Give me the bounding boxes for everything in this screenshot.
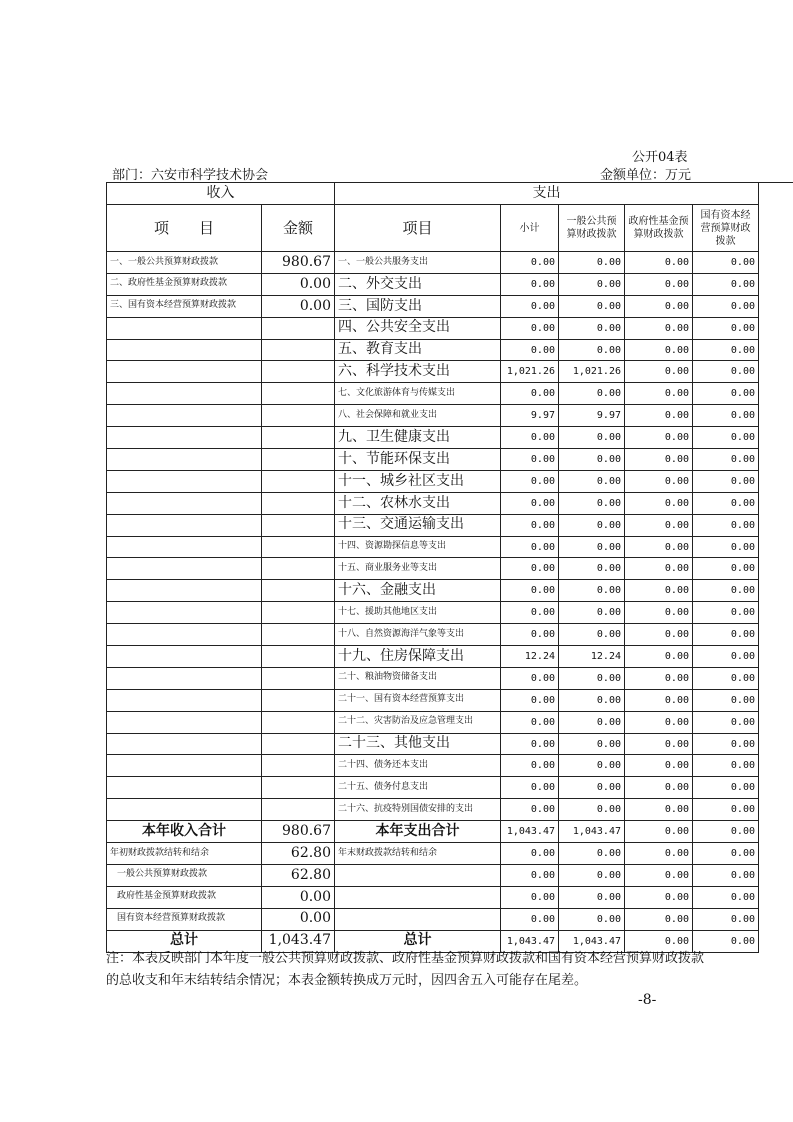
table-row bbox=[107, 536, 759, 558]
income-item-cell bbox=[107, 689, 262, 711]
table-row bbox=[107, 295, 759, 317]
form-number: 公开04表 bbox=[632, 150, 688, 165]
expense-fund-cell: 0.00 bbox=[625, 558, 693, 580]
expense-item-cell: 三、国防支出 bbox=[335, 295, 501, 317]
year-income-total-amount: 980.67 bbox=[262, 821, 335, 843]
year-expense-total-general: 1,043.47 bbox=[559, 821, 625, 843]
expense-soe-cell: 0.00 bbox=[693, 558, 759, 580]
expense-soe-cell: 0.00 bbox=[693, 580, 759, 602]
income-amount-cell bbox=[262, 755, 335, 777]
table-row bbox=[107, 405, 759, 427]
income-amount-cell bbox=[262, 799, 335, 821]
col-soe: 国有资本经营预算财政拨款 bbox=[693, 205, 759, 252]
expense-soe-cell: 0.00 bbox=[693, 602, 759, 624]
income-amount-cell bbox=[262, 711, 335, 733]
carry-expense-soe: 0.00 bbox=[693, 886, 759, 908]
income-amount-cell bbox=[262, 405, 335, 427]
expense-soe-cell: 0.00 bbox=[693, 339, 759, 361]
table-row bbox=[107, 689, 759, 711]
table-row bbox=[107, 252, 759, 274]
expense-fund-cell: 0.00 bbox=[625, 449, 693, 471]
expense-subtotal-cell: 0.00 bbox=[501, 449, 559, 471]
income-item-cell bbox=[107, 536, 262, 558]
income-amount-cell bbox=[262, 536, 335, 558]
year-income-total-label: 本年收入合计 bbox=[107, 821, 262, 843]
carry-income-label: 国有资本经营预算财政拨款 bbox=[107, 908, 262, 930]
income-amount-cell bbox=[262, 339, 335, 361]
carry-row bbox=[107, 843, 759, 865]
income-item-cell bbox=[107, 405, 262, 427]
expense-subtotal-cell: 0.00 bbox=[501, 514, 559, 536]
carry-row bbox=[107, 908, 759, 930]
expense-item-cell: 十八、自然资源海洋气象等支出 bbox=[335, 624, 501, 646]
expense-fund-cell: 0.00 bbox=[625, 317, 693, 339]
expense-item-cell: 十、节能环保支出 bbox=[335, 449, 501, 471]
carry-expense-fund: 0.00 bbox=[625, 908, 693, 930]
expense-soe-cell: 0.00 bbox=[693, 449, 759, 471]
page-number: -8- bbox=[638, 992, 657, 1008]
expense-item-cell: 四、公共安全支出 bbox=[335, 317, 501, 339]
expense-general-cell: 0.00 bbox=[559, 689, 625, 711]
table-row bbox=[107, 514, 759, 536]
expense-subtotal-cell: 0.00 bbox=[501, 536, 559, 558]
year-expense-total-soe: 0.00 bbox=[693, 821, 759, 843]
expense-soe-cell: 0.00 bbox=[693, 295, 759, 317]
expense-item-cell: 十五、商业服务业等支出 bbox=[335, 558, 501, 580]
income-amount-cell bbox=[262, 361, 335, 383]
expense-subtotal-cell: 0.00 bbox=[501, 252, 559, 274]
income-item-cell bbox=[107, 799, 262, 821]
expense-fund-cell: 0.00 bbox=[625, 383, 693, 405]
expense-general-cell: 0.00 bbox=[559, 755, 625, 777]
income-amount-cell bbox=[262, 777, 335, 799]
income-item-cell bbox=[107, 777, 262, 799]
expense-item-cell: 二十四、债务还本支出 bbox=[335, 755, 501, 777]
carry-expense-soe: 0.00 bbox=[693, 864, 759, 886]
expense-general-cell: 0.00 bbox=[559, 799, 625, 821]
expense-general-cell: 0.00 bbox=[559, 339, 625, 361]
income-amount-cell bbox=[262, 317, 335, 339]
income-item-cell bbox=[107, 624, 262, 646]
expense-fund-cell: 0.00 bbox=[625, 492, 693, 514]
expense-fund-cell: 0.00 bbox=[625, 427, 693, 449]
expense-subtotal-cell: 1,021.26 bbox=[501, 361, 559, 383]
income-item-cell bbox=[107, 514, 262, 536]
table-row bbox=[107, 383, 759, 405]
expense-subtotal-cell: 0.00 bbox=[501, 558, 559, 580]
expense-fund-cell: 0.00 bbox=[625, 755, 693, 777]
table-row bbox=[107, 646, 759, 668]
income-amount-cell bbox=[262, 492, 335, 514]
expense-fund-cell: 0.00 bbox=[625, 646, 693, 668]
expense-fund-cell: 0.00 bbox=[625, 667, 693, 689]
table-row bbox=[107, 317, 759, 339]
expense-general-cell: 0.00 bbox=[559, 492, 625, 514]
expense-item-cell: 一、一般公共服务支出 bbox=[335, 252, 501, 274]
expense-subtotal-cell: 0.00 bbox=[501, 317, 559, 339]
expense-item-cell: 二、外交支出 bbox=[335, 273, 501, 295]
income-amount-cell bbox=[262, 580, 335, 602]
income-amount-cell bbox=[262, 449, 335, 471]
expense-item-cell: 九、卫生健康支出 bbox=[335, 427, 501, 449]
expense-general-cell: 0.00 bbox=[559, 602, 625, 624]
income-amount-cell: 0.00 bbox=[262, 295, 335, 317]
table-row bbox=[107, 361, 759, 383]
expense-item-cell: 十一、城乡社区支出 bbox=[335, 470, 501, 492]
expense-item-cell: 十四、资源勘探信息等支出 bbox=[335, 536, 501, 558]
expense-fund-cell: 0.00 bbox=[625, 273, 693, 295]
col-fund: 政府性基金预算财政拨款 bbox=[625, 205, 693, 252]
expense-soe-cell: 0.00 bbox=[693, 317, 759, 339]
expense-soe-cell: 0.00 bbox=[693, 667, 759, 689]
expense-general-cell: 0.00 bbox=[559, 317, 625, 339]
income-amount-cell bbox=[262, 383, 335, 405]
expense-item-cell: 五、教育支出 bbox=[335, 339, 501, 361]
expense-item-cell: 七、文化旅游体育与传媒支出 bbox=[335, 383, 501, 405]
income-amount-cell: 0.00 bbox=[262, 273, 335, 295]
table-row bbox=[107, 427, 759, 449]
expense-subtotal-cell: 0.00 bbox=[501, 427, 559, 449]
expense-general-cell: 0.00 bbox=[559, 383, 625, 405]
carry-income-label: 一般公共预算财政拨款 bbox=[107, 864, 262, 886]
col-item: 项 目 bbox=[107, 205, 262, 252]
carry-income-amount: 62.80 bbox=[262, 864, 335, 886]
expense-subtotal-cell: 0.00 bbox=[501, 624, 559, 646]
table-row bbox=[107, 558, 759, 580]
income-amount-cell bbox=[262, 427, 335, 449]
carry-expense-label bbox=[335, 908, 501, 930]
expense-soe-cell: 0.00 bbox=[693, 536, 759, 558]
income-amount-cell bbox=[262, 646, 335, 668]
income-item-cell: 二、政府性基金预算财政拨款 bbox=[107, 273, 262, 295]
header-rule bbox=[758, 182, 793, 183]
expense-soe-cell: 0.00 bbox=[693, 273, 759, 295]
table-row bbox=[107, 624, 759, 646]
income-item-cell bbox=[107, 580, 262, 602]
expense-soe-cell: 0.00 bbox=[693, 711, 759, 733]
expense-general-cell: 9.97 bbox=[559, 405, 625, 427]
expense-general-cell: 0.00 bbox=[559, 777, 625, 799]
income-item-cell bbox=[107, 711, 262, 733]
table-row bbox=[107, 449, 759, 471]
expense-soe-cell: 0.00 bbox=[693, 252, 759, 274]
expense-soe-cell: 0.00 bbox=[693, 361, 759, 383]
col-subtotal: 小计 bbox=[501, 205, 559, 252]
table-row bbox=[107, 777, 759, 799]
expense-general-cell: 0.00 bbox=[559, 449, 625, 471]
expense-fund-cell: 0.00 bbox=[625, 514, 693, 536]
carry-income-amount: 0.00 bbox=[262, 886, 335, 908]
grand-expense-total-subtotal: 1,043.47 bbox=[501, 930, 559, 952]
expense-fund-cell: 0.00 bbox=[625, 711, 693, 733]
carry-expense-soe: 0.00 bbox=[693, 908, 759, 930]
expense-fund-cell: 0.00 bbox=[625, 339, 693, 361]
expense-subtotal-cell: 0.00 bbox=[501, 492, 559, 514]
expense-fund-cell: 0.00 bbox=[625, 361, 693, 383]
expense-general-cell: 0.00 bbox=[559, 558, 625, 580]
expense-item-cell: 二十六、抗疫特别国债安排的支出 bbox=[335, 799, 501, 821]
year-expense-total-subtotal: 1,043.47 bbox=[501, 821, 559, 843]
expense-soe-cell: 0.00 bbox=[693, 646, 759, 668]
income-amount-cell bbox=[262, 602, 335, 624]
expense-subtotal-cell: 9.97 bbox=[501, 405, 559, 427]
table-row bbox=[107, 273, 759, 295]
expense-general-cell: 0.00 bbox=[559, 733, 625, 755]
carry-expense-fund: 0.00 bbox=[625, 886, 693, 908]
table-row bbox=[107, 602, 759, 624]
expense-item-cell: 十三、交通运输支出 bbox=[335, 514, 501, 536]
grand-expense-total-fund: 0.00 bbox=[625, 930, 693, 952]
expense-subtotal-cell: 0.00 bbox=[501, 777, 559, 799]
expense-general-cell: 0.00 bbox=[559, 624, 625, 646]
expense-soe-cell: 0.00 bbox=[693, 383, 759, 405]
table-row bbox=[107, 799, 759, 821]
expense-soe-cell: 0.00 bbox=[693, 492, 759, 514]
expense-fund-cell: 0.00 bbox=[625, 252, 693, 274]
carry-expense-label bbox=[335, 864, 501, 886]
carry-expense-label bbox=[335, 886, 501, 908]
expense-general-cell: 0.00 bbox=[559, 252, 625, 274]
income-item-cell bbox=[107, 602, 262, 624]
expense-item-cell: 十九、住房保障支出 bbox=[335, 646, 501, 668]
income-header: 收入 bbox=[107, 183, 335, 205]
table-row bbox=[107, 667, 759, 689]
expense-soe-cell: 0.00 bbox=[693, 427, 759, 449]
expense-fund-cell: 0.00 bbox=[625, 295, 693, 317]
footnote: 注：本表反映部门本年度一般公共预算财政拨款、政府性基金预算财政拨款和国有资本经营预算财政拨款的总收支和年末结转结余情况；本表金额转换成万元时，因四舍五入可能存在尾差。 bbox=[106, 951, 705, 988]
expense-item-cell: 二十五、债务付息支出 bbox=[335, 777, 501, 799]
carry-expense-subtotal: 0.00 bbox=[501, 908, 559, 930]
expense-general-cell: 0.00 bbox=[559, 514, 625, 536]
expense-item-cell: 六、科学技术支出 bbox=[335, 361, 501, 383]
expense-fund-cell: 0.00 bbox=[625, 536, 693, 558]
income-item-cell bbox=[107, 755, 262, 777]
carry-expense-general: 0.00 bbox=[559, 843, 625, 865]
expense-soe-cell: 0.00 bbox=[693, 733, 759, 755]
expense-subtotal-cell: 0.00 bbox=[501, 689, 559, 711]
expense-subtotal-cell: 0.00 bbox=[501, 580, 559, 602]
carry-expense-general: 0.00 bbox=[559, 886, 625, 908]
income-amount-cell: 980.67 bbox=[262, 252, 335, 274]
carry-expense-soe: 0.00 bbox=[693, 843, 759, 865]
income-item-cell bbox=[107, 667, 262, 689]
income-amount-cell bbox=[262, 667, 335, 689]
expense-item-cell: 八、社会保障和就业支出 bbox=[335, 405, 501, 427]
expense-general-cell: 0.00 bbox=[559, 427, 625, 449]
carry-expense-subtotal: 0.00 bbox=[501, 886, 559, 908]
expense-fund-cell: 0.00 bbox=[625, 580, 693, 602]
expense-fund-cell: 0.00 bbox=[625, 799, 693, 821]
table-column-header bbox=[107, 205, 759, 252]
expense-fund-cell: 0.00 bbox=[625, 733, 693, 755]
income-item-cell bbox=[107, 361, 262, 383]
table-group-header bbox=[107, 183, 759, 205]
expense-soe-cell: 0.00 bbox=[693, 755, 759, 777]
carry-expense-general: 0.00 bbox=[559, 864, 625, 886]
expense-general-cell: 0.00 bbox=[559, 273, 625, 295]
expense-header: 支出 bbox=[335, 183, 759, 205]
expense-item-cell: 二十一、国有资本经营预算支出 bbox=[335, 689, 501, 711]
expense-subtotal-cell: 0.00 bbox=[501, 602, 559, 624]
expense-soe-cell: 0.00 bbox=[693, 470, 759, 492]
expense-general-cell: 0.00 bbox=[559, 580, 625, 602]
income-amount-cell bbox=[262, 733, 335, 755]
expense-general-cell: 1,021.26 bbox=[559, 361, 625, 383]
income-item-cell bbox=[107, 558, 262, 580]
year-expense-total-fund: 0.00 bbox=[625, 821, 693, 843]
carry-expense-fund: 0.00 bbox=[625, 864, 693, 886]
expense-soe-cell: 0.00 bbox=[693, 624, 759, 646]
expense-subtotal-cell: 12.24 bbox=[501, 646, 559, 668]
income-item-cell: 一、一般公共预算财政拨款 bbox=[107, 252, 262, 274]
expense-general-cell: 12.24 bbox=[559, 646, 625, 668]
table-row bbox=[107, 492, 759, 514]
expense-item-cell: 二十二、灾害防治及应急管理支出 bbox=[335, 711, 501, 733]
expense-fund-cell: 0.00 bbox=[625, 470, 693, 492]
expense-fund-cell: 0.00 bbox=[625, 689, 693, 711]
income-amount-cell bbox=[262, 470, 335, 492]
income-item-cell bbox=[107, 449, 262, 471]
expense-subtotal-cell: 0.00 bbox=[501, 755, 559, 777]
grand-expense-total-general: 1,043.47 bbox=[559, 930, 625, 952]
table-row bbox=[107, 711, 759, 733]
income-item-cell bbox=[107, 470, 262, 492]
department-label: 部门：六安市科学技术协会 bbox=[112, 168, 269, 183]
income-item-cell bbox=[107, 339, 262, 361]
income-item-cell bbox=[107, 646, 262, 668]
expense-general-cell: 0.00 bbox=[559, 295, 625, 317]
table-row bbox=[107, 733, 759, 755]
expense-subtotal-cell: 0.00 bbox=[501, 339, 559, 361]
income-amount-cell bbox=[262, 624, 335, 646]
income-item-cell bbox=[107, 317, 262, 339]
expense-subtotal-cell: 0.00 bbox=[501, 383, 559, 405]
expense-soe-cell: 0.00 bbox=[693, 777, 759, 799]
carry-expense-subtotal: 0.00 bbox=[501, 864, 559, 886]
carry-income-amount: 0.00 bbox=[262, 908, 335, 930]
grand-income-total-label: 总计 bbox=[107, 930, 262, 952]
carry-row bbox=[107, 886, 759, 908]
income-item-cell bbox=[107, 383, 262, 405]
expense-item-cell: 十二、农林水支出 bbox=[335, 492, 501, 514]
expense-soe-cell: 0.00 bbox=[693, 405, 759, 427]
expense-subtotal-cell: 0.00 bbox=[501, 470, 559, 492]
expense-soe-cell: 0.00 bbox=[693, 689, 759, 711]
expense-item-cell: 二十、粮油物资储备支出 bbox=[335, 667, 501, 689]
income-amount-cell bbox=[262, 558, 335, 580]
expense-item-cell: 二十三、其他支出 bbox=[335, 733, 501, 755]
expense-item-cell: 十七、援助其他地区支出 bbox=[335, 602, 501, 624]
expense-fund-cell: 0.00 bbox=[625, 602, 693, 624]
income-item-cell: 三、国有资本经营预算财政拨款 bbox=[107, 295, 262, 317]
carry-income-label: 政府性基金预算财政拨款 bbox=[107, 886, 262, 908]
carry-income-label: 年初财政拨款结转和结余 bbox=[107, 843, 262, 865]
carry-expense-general: 0.00 bbox=[559, 908, 625, 930]
expense-subtotal-cell: 0.00 bbox=[501, 733, 559, 755]
col-exp-item: 项目 bbox=[335, 205, 501, 252]
expense-fund-cell: 0.00 bbox=[625, 624, 693, 646]
income-amount-cell bbox=[262, 514, 335, 536]
col-general: 一般公共预算财政拨款 bbox=[559, 205, 625, 252]
table-row bbox=[107, 755, 759, 777]
carry-row bbox=[107, 864, 759, 886]
col-amount: 金额 bbox=[262, 205, 335, 252]
expense-subtotal-cell: 0.00 bbox=[501, 667, 559, 689]
expense-subtotal-cell: 0.00 bbox=[501, 711, 559, 733]
expense-subtotal-cell: 0.00 bbox=[501, 799, 559, 821]
carry-income-amount: 62.80 bbox=[262, 843, 335, 865]
expense-fund-cell: 0.00 bbox=[625, 405, 693, 427]
expense-item-cell: 十六、金融支出 bbox=[335, 580, 501, 602]
year-expense-total-label: 本年支出合计 bbox=[335, 821, 501, 843]
expense-soe-cell: 0.00 bbox=[693, 799, 759, 821]
grand-income-total-amount: 1,043.47 bbox=[262, 930, 335, 952]
expense-general-cell: 0.00 bbox=[559, 667, 625, 689]
expense-subtotal-cell: 0.00 bbox=[501, 295, 559, 317]
unit-label: 金额单位：万元 bbox=[600, 168, 692, 183]
expense-subtotal-cell: 0.00 bbox=[501, 273, 559, 295]
carry-expense-subtotal: 0.00 bbox=[501, 843, 559, 865]
income-item-cell bbox=[107, 427, 262, 449]
carry-expense-label: 年末财政拨款结转和结余 bbox=[335, 843, 501, 865]
table-row bbox=[107, 580, 759, 602]
expense-fund-cell: 0.00 bbox=[625, 777, 693, 799]
expense-soe-cell: 0.00 bbox=[693, 514, 759, 536]
table-row bbox=[107, 470, 759, 492]
expense-general-cell: 0.00 bbox=[559, 470, 625, 492]
fiscal-summary-table bbox=[106, 182, 759, 953]
grand-expense-total-soe: 0.00 bbox=[693, 930, 759, 952]
grand-expense-total-label: 总计 bbox=[335, 930, 501, 952]
income-item-cell bbox=[107, 733, 262, 755]
income-item-cell bbox=[107, 492, 262, 514]
expense-general-cell: 0.00 bbox=[559, 536, 625, 558]
income-amount-cell bbox=[262, 689, 335, 711]
year-total-row bbox=[107, 821, 759, 843]
expense-general-cell: 0.00 bbox=[559, 711, 625, 733]
table-row bbox=[107, 339, 759, 361]
carry-expense-fund: 0.00 bbox=[625, 843, 693, 865]
